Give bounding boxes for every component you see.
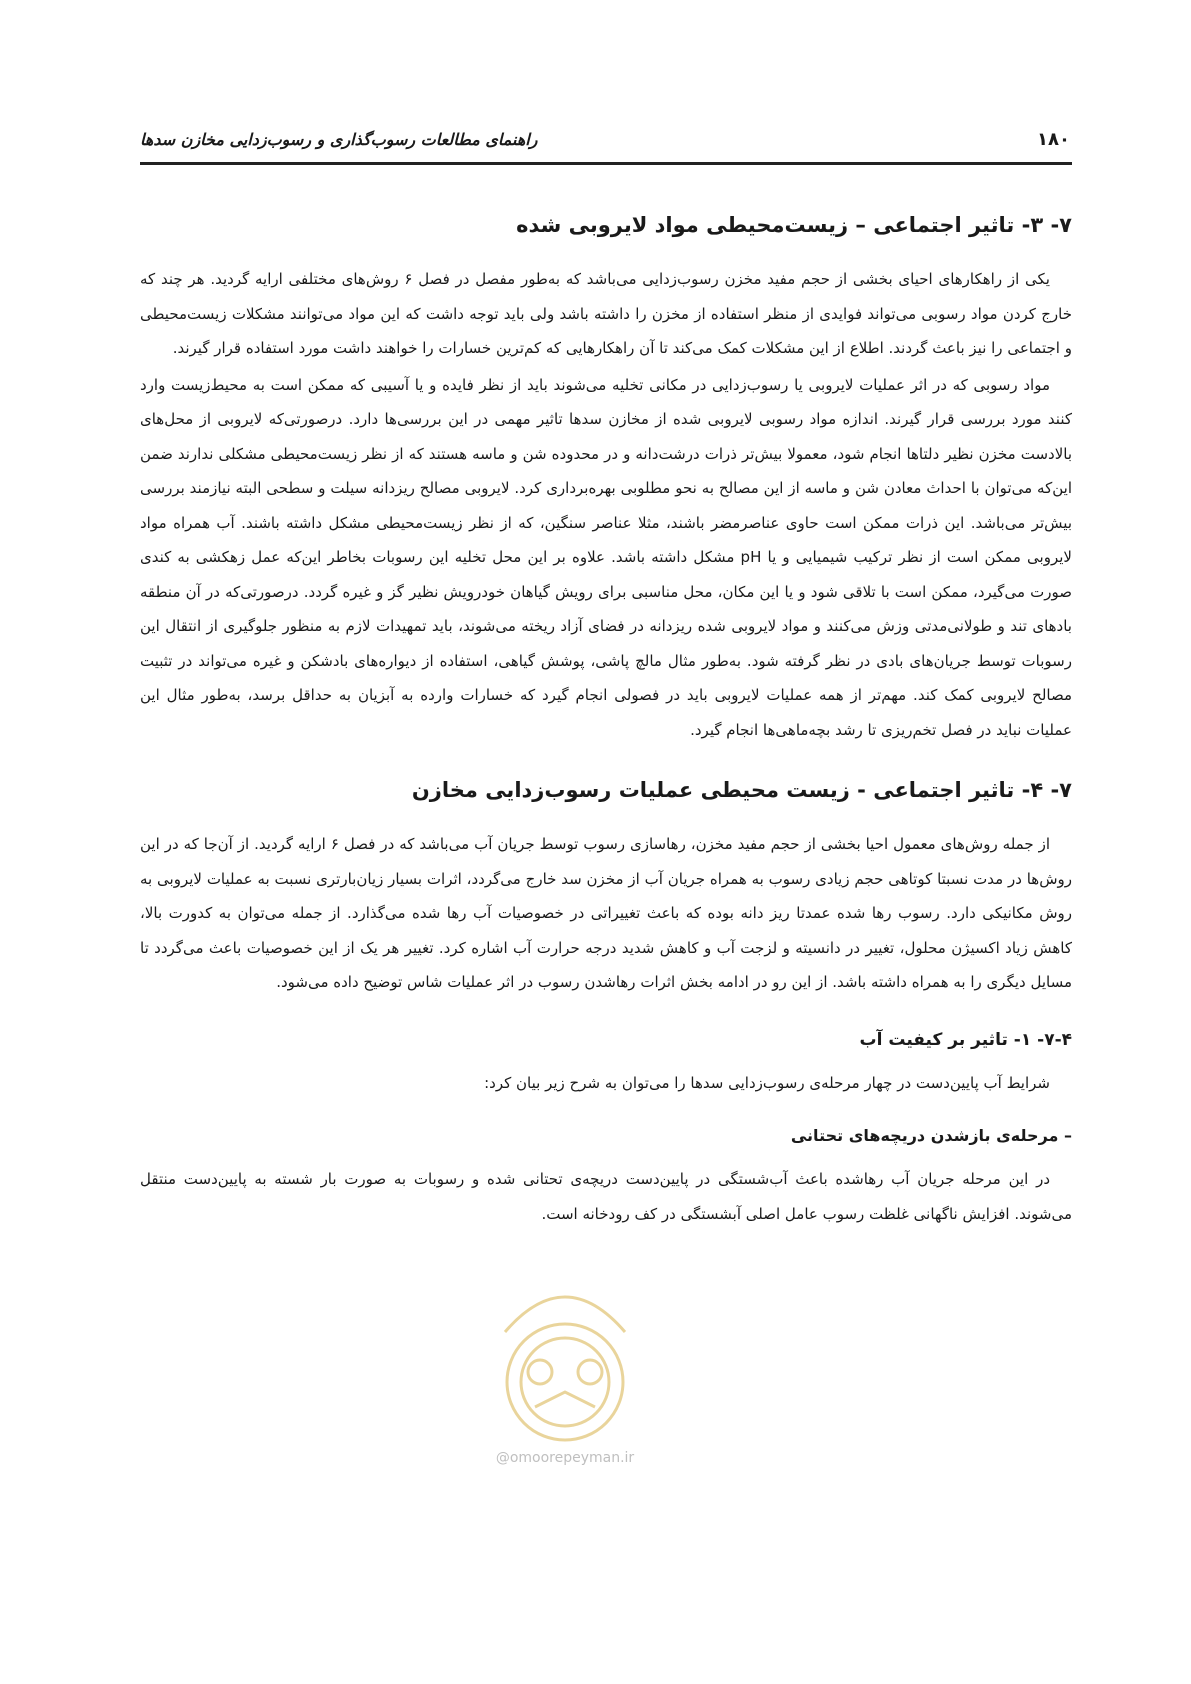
page-number: ۱۸۰	[1037, 129, 1070, 150]
watermark-ring-icon	[507, 1324, 623, 1440]
watermark-gear-icon	[528, 1360, 552, 1384]
section-heading-7-3: ۷- ۳- تاثیر اجتماعی – زیست‌محیطی مواد لایروبی شده	[516, 213, 1072, 237]
running-title: راهنمای مطالعات رسوب‌گذاری و رسوب‌زدایی مخازن سدها	[140, 130, 538, 149]
stage-heading: – مرحله‌ی بازشدن دریچه‌های تحتانی	[790, 1126, 1072, 1145]
paragraph: شرایط آب پایین‌دست در چهار مرحله‌ی رسوب‌زدایی سدها را می‌توان به شرح زیر بیان کرد:	[484, 1073, 1050, 1092]
paragraph: در این مرحله جریان آب رهاشده باعث آب‌شستگی در پایین‌دست دریچه‌ی تحتانی شده و رسوبات به صورت بار شسته به پایین‌دست منتقل می‌شوند. افزایش ناگهانی غلظت رسوب عامل اصلی آبشستگی در کف رودخانه است.	[140, 1170, 1072, 1223]
page-content	[140, 210, 1072, 1231]
page-header	[140, 128, 1072, 165]
paragraph: مواد رسوبی که در اثر عملیات لایروبی یا رسوب‌زدایی در مکانی تخلیه می‌شوند باید از نظر فایده و یا آسیبی که ممکن است به محیط‌زیست وارد کنند مورد بررسی قرار گیرند. اندازه مواد رسوبی لایروبی شده از مخازن سدها تاثیر مهمی در این بررسی‌ها دارد. درصورتی‌که لایروبی از محل‌های بالادست مخزن نظیر دلتاها انجام شود، معمولا بیش‌تر ذرات درشت‌دانه و در محدوده شن و ماسه هستند که از نظر زیست‌محیطی مشکلی ندارند ضمن این‌که می‌توان با احداث معادن شن و ماسه از این مصالح به نحو مطلوبی بهره‌برداری کرد. لایروبی مصالح ریزدانه سیلت و سطحی البته نیازمند بررسی بیش‌تر می‌باشد. این ذرات ممکن است حاوی عناصرمضر باشند، مثلا عناصر سنگین، که از نظر زیست‌محیطی مشکل داشته باشند. آب همراه مواد لایروبی ممکن است از نظر ترکیب شیمیایی و یا pH مشکل داشته باشد. علاوه بر این محل تخلیه این رسوبات بخاطر این‌که عمل زهکشی به کندی صورت می‌گیرد، ممکن است با تلاقی شود و یا این مکان، محل مناسبی برای رویش گیاهان خودرویش نظیر گز و غیره گردد. درصورتی‌که در آن منطقه بادهای تند و طولانی‌مدتی وزش می‌کنند و مواد لایروبی شده ریزدانه در فضای آزاد ریخته می‌شوند، باید تمهیدات لازم به منظور جلوگیری از انتقال این رسوبات توسط جریان‌های بادی در نظر گرفته شود. به‌طور مثال مالچ پاشی، پوشش گیاهی، استفاده از دیواره‌های بادشکن و غیره می‌تواند در تثبیت مصالح لایروبی کمک کند. مهم‌تر از همه عملیات لایروبی باید در فصولی انجام گیرد که خسارات وارده به آبزیان به حداقل برسد، به‌طور مثال این عملیات نباید در فصل تخم‌ریزی تا رشد بچه‌ماهی‌ها انجام گیرد.	[140, 375, 1072, 739]
subsection-heading-7-4-1: ۷-۴- ۱- تاثیر بر کیفیت آب	[859, 1029, 1072, 1050]
watermark-arc-icon	[505, 1297, 625, 1332]
paragraph: از جمله روش‌های معمول احیا بخشی از حجم مفید مخزن، رهاسازی رسوب توسط جریان آب می‌باشد که در فصل ۶ ارایه گردید. از آن‌جا که در این روش‌ها در مدت نسبتا کوتاهی حجم زیادی رسوب به همراه جریان آب از مخزن سد خارج می‌گردد، اثرات بسیار زیان‌بارتری نسبت به عملیات لایروبی به روش مکانیکی دارد. رسوب رها شده عمدتا ریز دانه بوده که باعث تغییراتی در خصوصیات آب رها شده می‌گذارد. از جمله می‌توان به کدورت بالا، کاهش زیاد اکسیژن محلول، تغییر در دانسیته و لزجت آب و کاهش شدید درجه حرارت آب اشاره کرد. تغییر هر یک از این خصوصیات باعث می‌گردد تا مسایل دیگری را به همراه داشته باشد. از این رو در ادامه بخش اثرات رهاشدن رسوب در اثر عملیات شاس توضیح داده می‌شود.	[140, 835, 1072, 991]
watermark-inner-ring-icon	[521, 1338, 609, 1426]
paragraph: یکی از راهکارهای احیای بخشی از حجم مفید مخزن رسوب‌زدایی می‌باشد که به‌طور مفصل در فصل ۶ روش‌های مختلفی ارایه گردید. هر چند که خارج کردن مواد رسوبی می‌تواند فوایدی از منظر استفاده از مخزن را داشته باشد ولی باید توجه داشت که این مواد می‌توانند مشکلات زیست‌محیطی و اجتماعی را نیز باعث گردند. اطلاع از این مشکلات کمک می‌کند تا آن راهکارهایی که کم‌ترین خسارات را خواهند داشت مورد استفاده قرار گیرند.	[140, 270, 1072, 357]
section-heading-7-4: ۷- ۴- تاثیر اجتماعی - زیست محیطی عملیات رسوب‌زدایی مخازن	[411, 778, 1072, 802]
watermark-scale-icon	[535, 1392, 595, 1407]
watermark-seal-icon	[480, 1262, 650, 1472]
watermark-gear-icon	[578, 1360, 602, 1384]
watermark-url: @omoorepeyman.ir	[495, 1450, 635, 1466]
